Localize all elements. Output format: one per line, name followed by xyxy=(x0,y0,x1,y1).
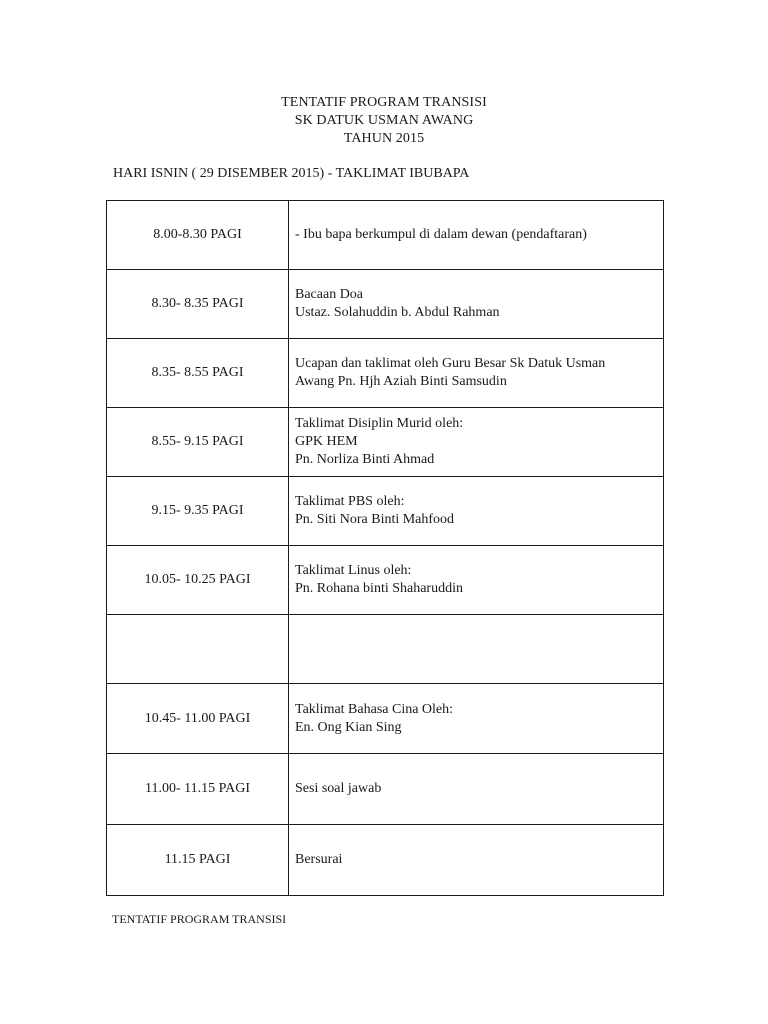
schedule-row xyxy=(107,408,664,477)
schedule-row xyxy=(107,477,664,546)
activity-line: Awang Pn. Hjh Aziah Binti Samsudin xyxy=(295,374,507,389)
activity-line: GPK HEM xyxy=(295,434,358,449)
schedule-time: 9.15- 9.35 PAGI xyxy=(107,477,289,546)
schedule-table xyxy=(106,200,664,896)
activity-line: Taklimat PBS oleh: xyxy=(295,494,405,509)
activity-line: - Ibu bapa berkumpul di dalam dewan (pendaftaran) xyxy=(295,227,587,242)
activity-line: Taklimat Bahasa Cina Oleh: xyxy=(295,701,454,717)
schedule-row-empty xyxy=(107,615,664,684)
schedule-time: 8.00-8.30 PAGI xyxy=(107,201,289,270)
schedule-activity xyxy=(289,201,664,270)
activity-line: Taklimat Disiplin Murid oleh: xyxy=(295,416,464,431)
schedule-time: 8.30- 8.35 PAGI xyxy=(107,270,289,339)
schedule-activity xyxy=(289,615,664,684)
activity-line: Pn. Rohana binti Shaharuddin xyxy=(295,581,463,596)
header-year: TAHUN 2015 xyxy=(343,131,425,146)
schedule-time: 8.35- 8.55 PAGI xyxy=(107,339,289,408)
schedule-time: 8.55- 9.15 PAGI xyxy=(107,408,289,477)
schedule-activity xyxy=(289,825,664,896)
schedule-row xyxy=(107,825,664,896)
document-header xyxy=(0,94,768,148)
schedule-time: 11.00- 11.15 PAGI xyxy=(107,754,289,825)
activity-line: Bersurai xyxy=(295,852,343,867)
footer-title: TENTATIF PROGRAM TRANSISI xyxy=(112,912,287,926)
schedule-row xyxy=(107,339,664,408)
schedule-activity xyxy=(289,408,664,477)
schedule-activity xyxy=(289,339,664,408)
schedule-activity xyxy=(289,684,664,754)
schedule-activity xyxy=(289,754,664,825)
schedule-row xyxy=(107,754,664,825)
schedule-time: 10.45- 11.00 PAGI xyxy=(107,684,289,754)
schedule-table-body xyxy=(107,201,664,896)
activity-line: Pn. Siti Nora Binti Mahfood xyxy=(295,512,455,527)
activity-line: Bacaan Doa xyxy=(295,287,364,302)
schedule-row xyxy=(107,684,664,754)
schedule-activity xyxy=(289,546,664,615)
activity-line: Sesi soal jawab xyxy=(295,781,382,796)
header-title: TENTATIF PROGRAM TRANSISI xyxy=(281,95,487,110)
header-school-name: SK DATUK USMAN AWANG xyxy=(294,113,474,128)
schedule-row xyxy=(107,546,664,615)
schedule-activity xyxy=(289,270,664,339)
activity-line: En. Ong Kian Sing xyxy=(295,719,402,735)
schedule-time xyxy=(107,615,289,684)
activity-line: Pn. Norliza Binti Ahmad xyxy=(295,452,435,467)
schedule-activity xyxy=(289,477,664,546)
activity-line: Ucapan dan taklimat oleh Guru Besar Sk Datuk Usman xyxy=(295,356,606,371)
schedule-row xyxy=(107,201,664,270)
schedule-time: 10.05- 10.25 PAGI xyxy=(107,546,289,615)
day-heading: HARI ISNIN ( 29 DISEMBER 2015) - TAKLIMAT IBUBAPA xyxy=(113,166,470,181)
activity-line: Ustaz. Solahuddin b. Abdul Rahman xyxy=(295,305,500,320)
schedule-row xyxy=(107,270,664,339)
activity-line: Taklimat Linus oleh: xyxy=(295,563,412,578)
schedule-time: 11.15 PAGI xyxy=(107,825,289,896)
